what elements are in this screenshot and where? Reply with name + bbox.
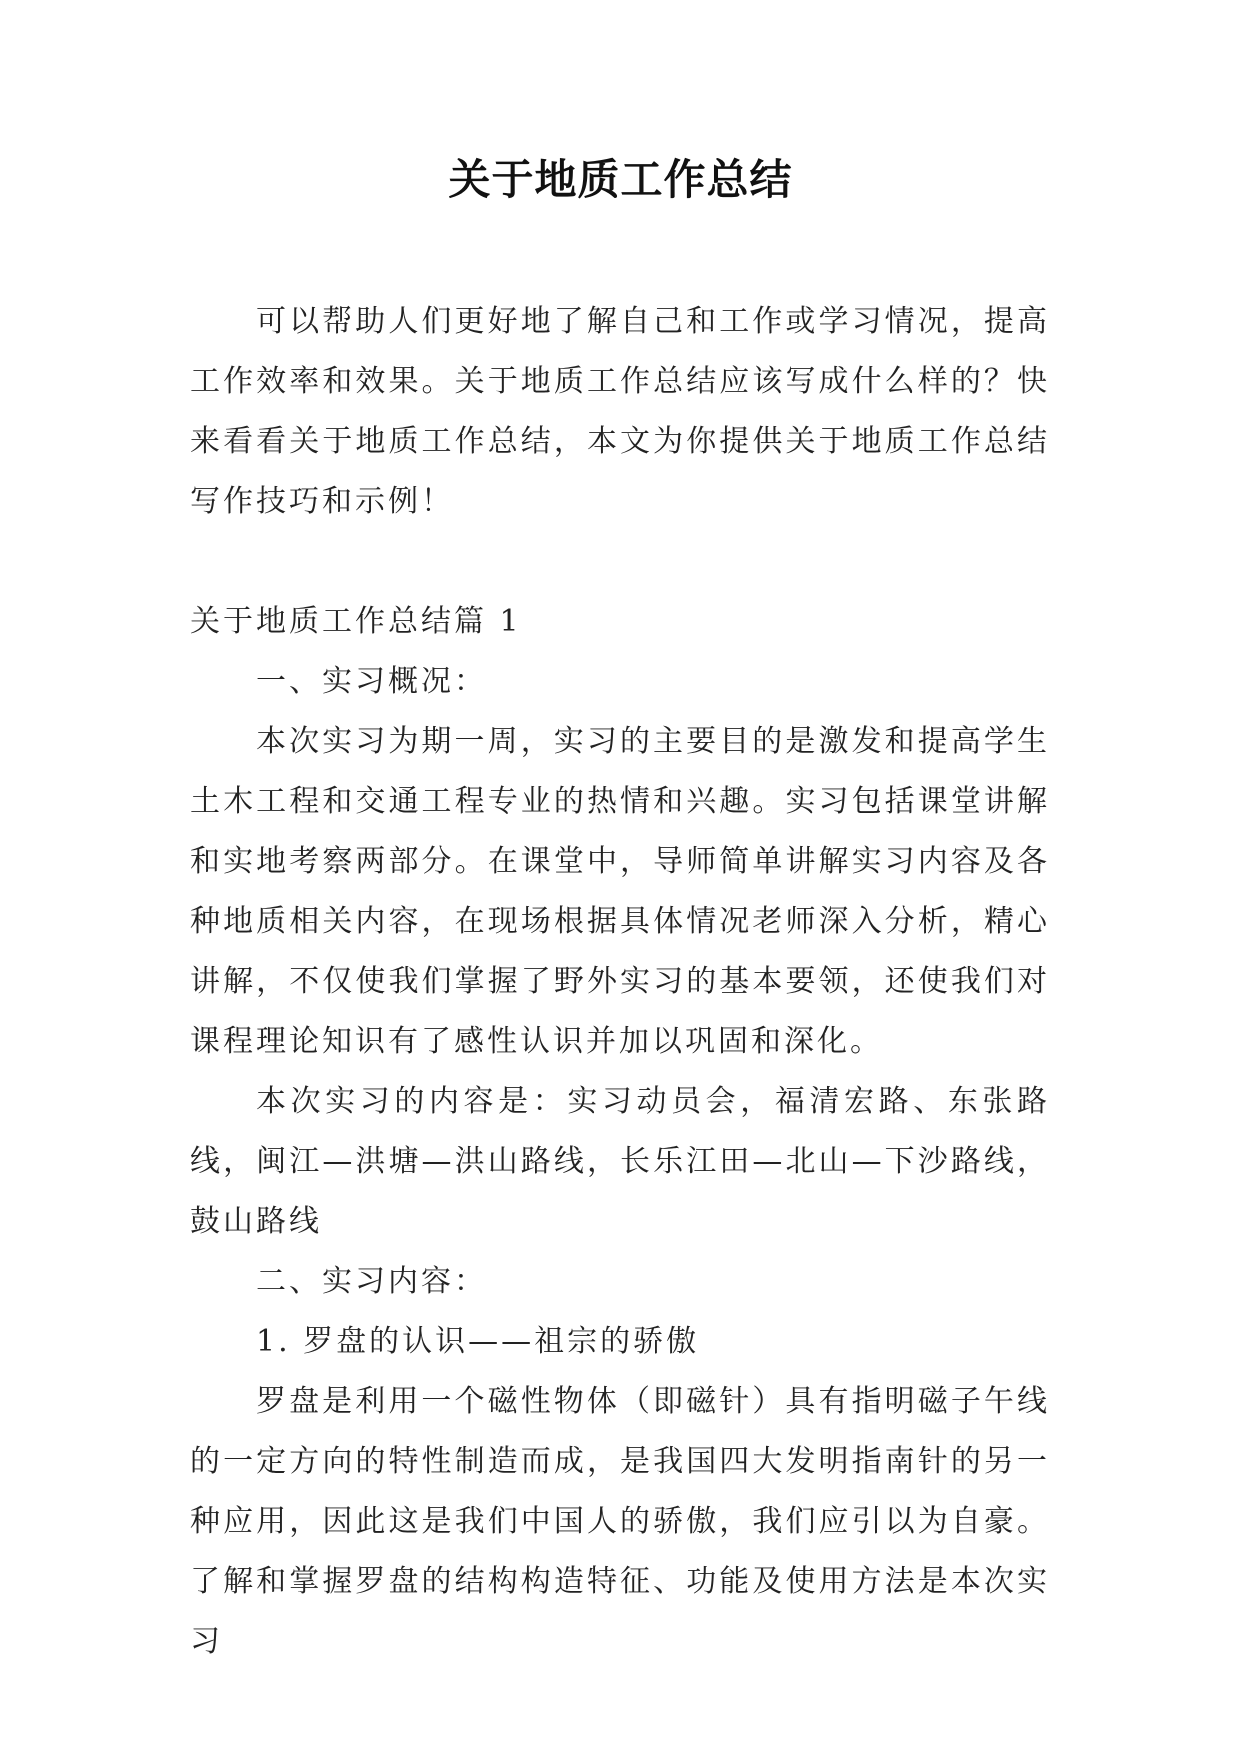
section-heading: 关于地质工作总结篇 1 — [190, 604, 522, 639]
document-body — [190, 292, 1050, 1672]
subsection-heading-overview: 一、实习概况： — [256, 664, 487, 699]
overview-paragraph: 本次实习为期一周，实习的主要目的是激发和提高学生土木工程和交通工程专业的热情和兴趣。实习包括课堂讲解和实地考察两部分。在课堂中，导师简单讲解实习内容及各种地质相关内容，在现场根据具体情况老师深入分析，精心讲解，不仅使我们掌握了野外实习的基本要领，还使我们对课程理论知识有了感性认识并加以巩固和深化。 — [190, 724, 1050, 1059]
compass-paragraph: 罗盘是利用一个磁性物体（即磁针）具有指明磁子午线的一定方向的特性制造而成，是我国四大发明指南针的另一种应用，因此这是我们中国人的骄傲，我们应引以为自豪。了解和掌握罗盘的结构构造特征、功能及使用方法是本次实习 — [190, 1384, 1050, 1659]
document-title: 关于地质工作总结 — [448, 155, 793, 204]
route-paragraph: 本次实习的内容是：实习动员会，福清宏路、东张路线，闽江—洪塘—洪山路线，长乐江田—北山—下沙路线，鼓山路线 — [190, 1084, 1050, 1239]
item-heading-compass: 1. 罗盘的认识——祖宗的骄傲 — [256, 1324, 700, 1359]
intro-paragraph: 可以帮助人们更好地了解自己和工作或学习情况，提高工作效率和效果。关于地质工作总结应该写成什么样的？快来看看关于地质工作总结，本文为你提供关于地质工作总结写作技巧和示例！ — [190, 304, 1050, 519]
subsection-heading-content: 二、实习内容： — [256, 1264, 487, 1299]
